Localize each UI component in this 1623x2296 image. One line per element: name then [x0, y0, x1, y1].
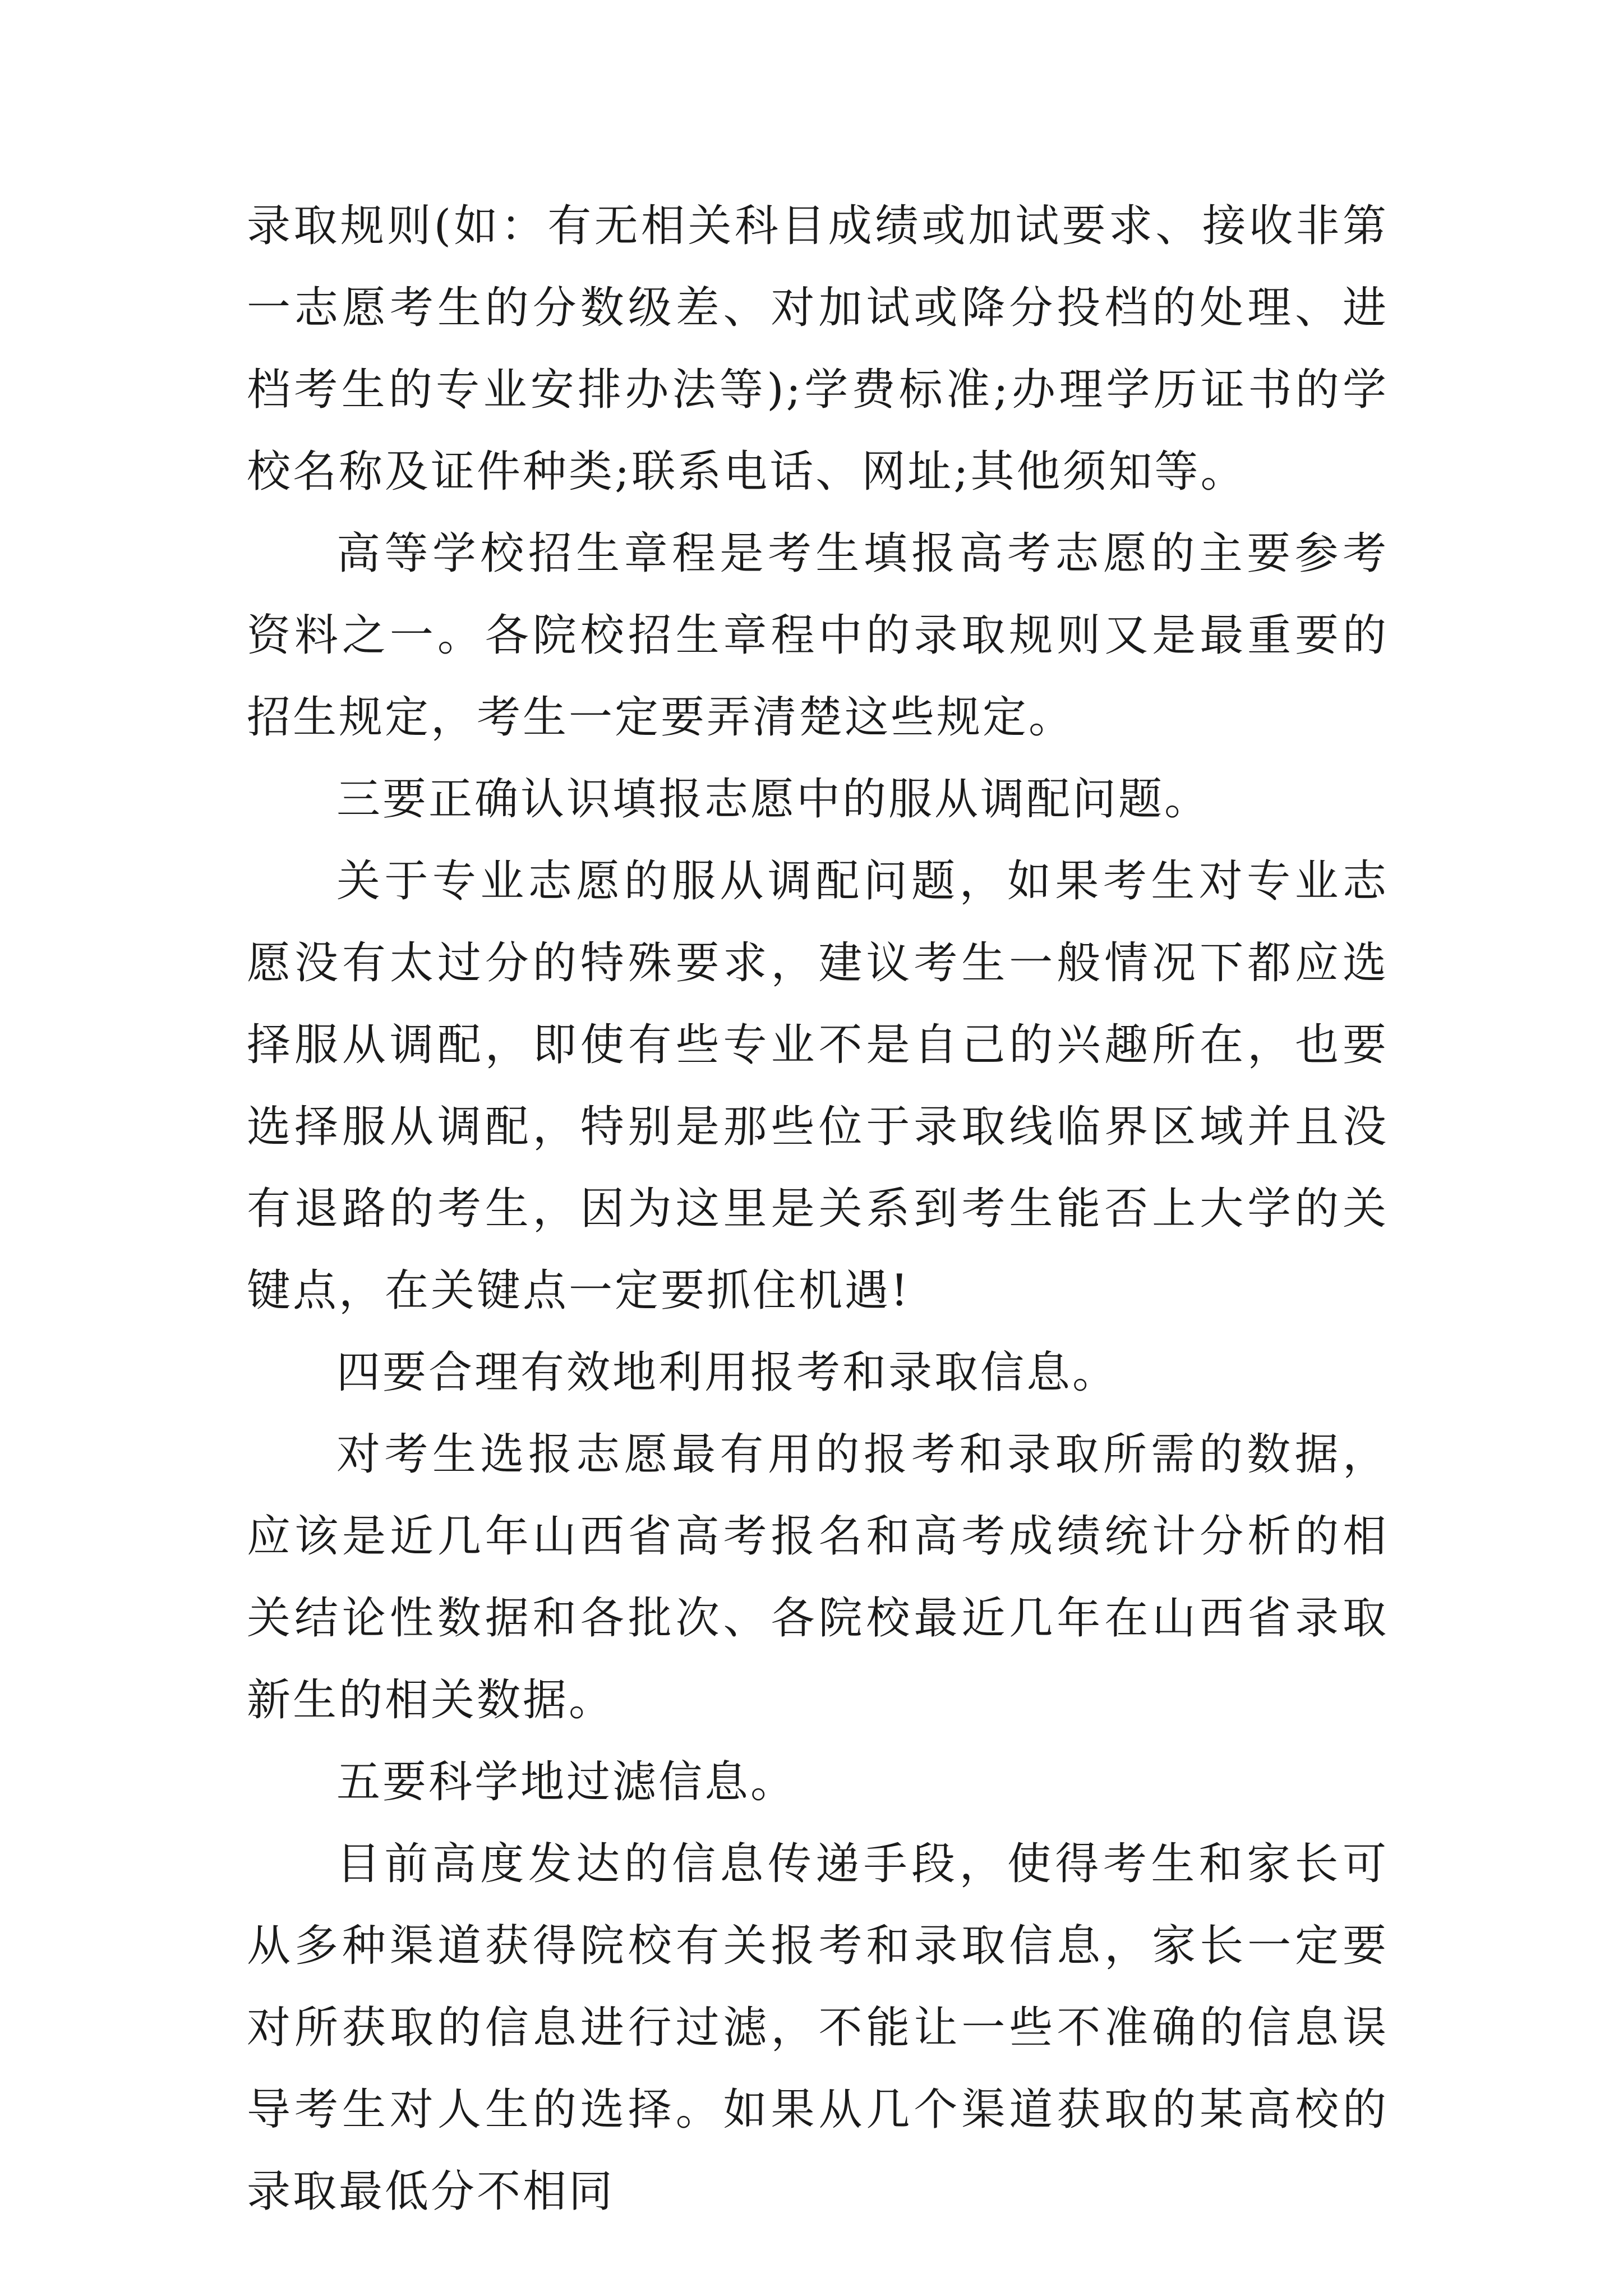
- paragraph-heading-five: 五要科学地过滤信息。: [336, 1757, 797, 1807]
- paragraph-filter-information: 目前高度发达的信息传递手段，使得考生和家长可从多种渠道获得院校有关报考和录取信息，家长一定要对所获取的信息进行过滤，不能让一些不准确的信息误导考生对人生的选择。如果从几个渠道获取的某高校的录取最低分不相同: [247, 1839, 1389, 2217]
- paragraph-obey-allocation: 关于专业志愿的服从调配问题，如果考生对专业志愿没有太过分的特殊要求，建议考生一般情况下都应选择服从调配，即使有些专业不是自己的兴趣所在，也要选择服从调配，特别是那些位于录取线临界区域并且没有退路的考生，因为这里是关系到考生能否上大学的关键点，在关键点一定要抓住机遇!: [247, 856, 1389, 1316]
- document-body: [247, 185, 1389, 2233]
- paragraph-admission-charter: 高等学校招生章程是考生填报高考志愿的主要参考资料之一。各院校招生章程中的录取规则又是最重要的招生规定，考生一定要弄清楚这些规定。: [247, 528, 1389, 743]
- paragraph-heading-three: 三要正确认识填报志愿中的服从调配问题。: [336, 774, 1211, 825]
- paragraph-admission-data: 对考生选报志愿最有用的报考和录取所需的数据，应该是近几年山西省高考报名和高考成绩统计分析的相关结论性数据和各批次、各院校最近几年在山西省录取新生的相关数据。: [247, 1429, 1389, 1726]
- paragraph-heading-four: 四要合理有效地利用报考和录取信息。: [336, 1347, 1119, 1398]
- paragraph-admission-rules-continued: 录取规则(如：有无相关科目成绩或加试要求、接收非第一志愿考生的分数级差、对加试或降分投档的处理、进档考生的专业安排办法等);学费标准;办理学历证书的学校名称及证件种类;联系电话、网址;其他须知等。: [247, 201, 1389, 497]
